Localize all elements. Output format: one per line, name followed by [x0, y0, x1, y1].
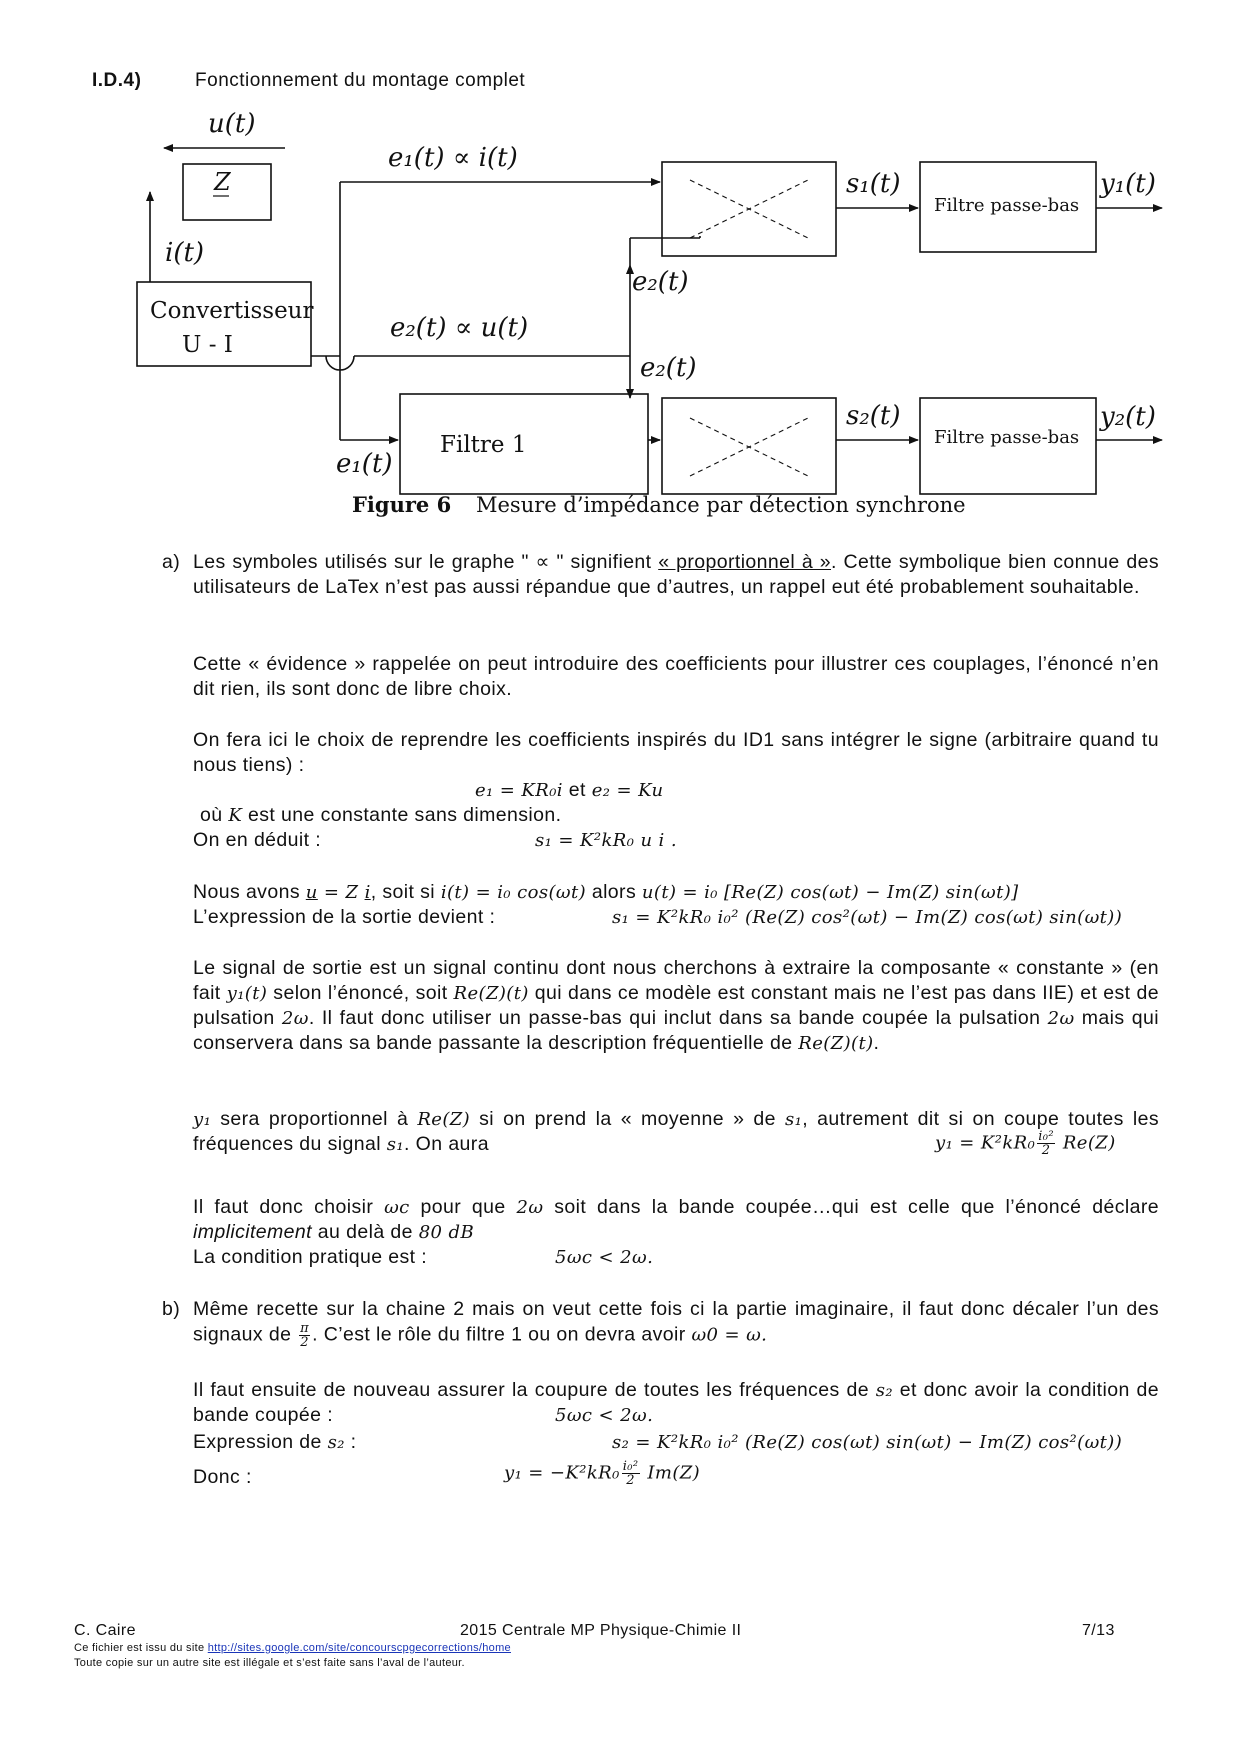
figure-6-diagram: [0, 0, 1240, 520]
item-marker-b: b): [162, 1298, 181, 1320]
donc-label: Donc :: [193, 1466, 252, 1488]
lowpass2-label: Filtre passe-bas: [934, 427, 1080, 448]
paragraph-wc: Il faut donc choisir ωc pour que 2ω soit dans la bande coupée…qui est celle que l’énoncé déclare implicitement au delà de 80 dB: [193, 1196, 1159, 1243]
footer-source-link[interactable]: http://sites.google.com/site/concourscpgecorrections/home: [207, 1642, 511, 1654]
u-label: u(t): [208, 109, 256, 139]
footer-copyright: Toute copie sur un autre site est illégale et s’est faite sans l’aval de l’auteur.: [74, 1657, 465, 1669]
converter-label-line2: U - I: [182, 332, 233, 358]
item-marker-a: a): [162, 551, 181, 573]
section-number: I.D.4): [92, 70, 142, 91]
paragraph-b1: Même recette sur la chaine 2 mais on veut cette fois ci la partie imaginaire, il faut donc décaler l’un des signaux de $\frac{\pi}{2}$ . C’est le rôle du filtre 1 ou on devra avoir ω0 = ω.: [193, 1298, 1159, 1350]
z-label: Z: [214, 168, 231, 196]
expression-label: L’expression de la sortie devient :: [193, 906, 496, 928]
y1-label: y₁(t): [1100, 169, 1156, 199]
equation-y1: y₁ = K²kR₀ $\frac{\text{i₀²}}{2}$ Re(Z): [935, 1129, 1116, 1158]
filter1-label: Filtre 1: [440, 432, 527, 458]
mixer2-box: [662, 398, 836, 494]
paragraph-b2: Il faut ensuite de nouveau assurer la coupure de toutes les fréquences de s₂ et donc avoir la condition de bande coupée :: [193, 1379, 1159, 1426]
lowpass1-label: Filtre passe-bas: [934, 195, 1080, 216]
equation-s2: s₂ = K²kR₀ i₀² (Re(Z) cos(ωt) sin(ωt) − Im(Z) cos²(ωt)): [612, 1432, 1123, 1453]
paragraph-a3: On fera ici le choix de reprendre les coefficients inspirés du ID1 sans intégrer le signe (arbitraire quand tu nous tiens) :: [193, 729, 1159, 776]
expression-s2-label: Expression de s₂ :: [193, 1431, 357, 1453]
condition-equation-b: 5ωc < 2ω.: [555, 1405, 654, 1426]
figure-caption-text: Mesure d’impédance par détection synchrone: [476, 493, 966, 517]
paragraph-signal: Le signal de sortie est un signal continu dont nous cherchons à extraire la composante « constante » (en fait y₁(t) selon l’énoncé, soit Re(Z)(t) qui dans ce modèle est constant mais ne l’est pas dans IIE) et est de pulsation 2ω. Il faut donc utiliser un passe-bas qui inclut dans sa bande coupée la pulsation 2ω mais qui conservera dans sa bande passante la description fréquentielle de Re(Z)(t).: [193, 957, 1159, 1054]
figure-caption-label: Figure 6: [352, 492, 452, 517]
equation-donc: y₁ = −K²kR₀ $\frac{\text{i₀²}}{2}$ Im(Z): [504, 1459, 701, 1488]
paragraph-nous-avons: Nous avons u = Z i, soit si i(t) = i₀ cos(ωt) alors u(t) = i₀ [Re(Z) cos(ωt) − Im(Z) sin(ωt)]: [193, 881, 1019, 903]
equation-s1: s₁ = K²kR₀ u i .: [535, 830, 677, 851]
footer-page: 7/13: [1082, 1622, 1115, 1639]
section-title: Fonctionnement du montage complet: [195, 70, 526, 91]
equation-s1-full: s₁ = K²kR₀ i₀² (Re(Z) cos²(ωt) − Im(Z) cos(ωt) sin(ωt)): [612, 907, 1123, 928]
condition-label: La condition pratique est :: [193, 1246, 428, 1268]
paragraph-a2: Cette « évidence » rappelée on peut introduire des coefficients pour illustrer ces couplages, l’énoncé n’en dit rien, ils sont donc de libre choix.: [193, 653, 1159, 700]
s2-label: s₂(t): [846, 401, 901, 431]
condition-equation: 5ωc < 2ω.: [555, 1247, 654, 1268]
e2-label-top: e₂(t): [632, 267, 689, 297]
footer-title: 2015 Centrale MP Physique-Chimie II: [460, 1622, 742, 1639]
deduce-label: On en déduit :: [193, 829, 322, 851]
converter-label-line1: Convertisseur: [150, 298, 314, 324]
i-label: i(t): [165, 238, 205, 268]
paragraph-a4: où K est une constante sans dimension.: [200, 804, 562, 826]
y2-label: y₂(t): [1100, 402, 1156, 432]
e1-label: e₁(t): [336, 449, 393, 479]
e1-prop-label: e₁(t) ∝ i(t): [388, 143, 518, 173]
s1-label: s₁(t): [846, 169, 901, 199]
paragraph-a1: Les symboles utilisés sur le graphe " ∝ " signifient « proportionnel à ». Cette symbolique bien connue des utilisateurs de LaTex n’est pas aussi répandue que d’autres, un rappel eut été probablement souhaitable.: [193, 551, 1159, 598]
footer-source: Ce fichier est issu du site http://sites.google.com/site/concourscpgecorrections/home: [74, 1642, 511, 1654]
footer-author: C. Caire: [74, 1622, 136, 1639]
paragraph-y1: y₁ sera proportionnel à Re(Z) si on prend la « moyenne » de s₁, autrement dit si on coupe toutes les fréquences du signal s₁. On aura: [193, 1108, 1159, 1155]
proportionnel-underlined: « proportionnel à »: [658, 551, 832, 573]
e2-label-bottom: e₂(t): [640, 353, 697, 383]
equation-e1-e2: e₁ = KR₀i et e₂ = Ku: [475, 779, 664, 801]
e2-prop-label: e₂(t) ∝ u(t): [390, 313, 529, 343]
